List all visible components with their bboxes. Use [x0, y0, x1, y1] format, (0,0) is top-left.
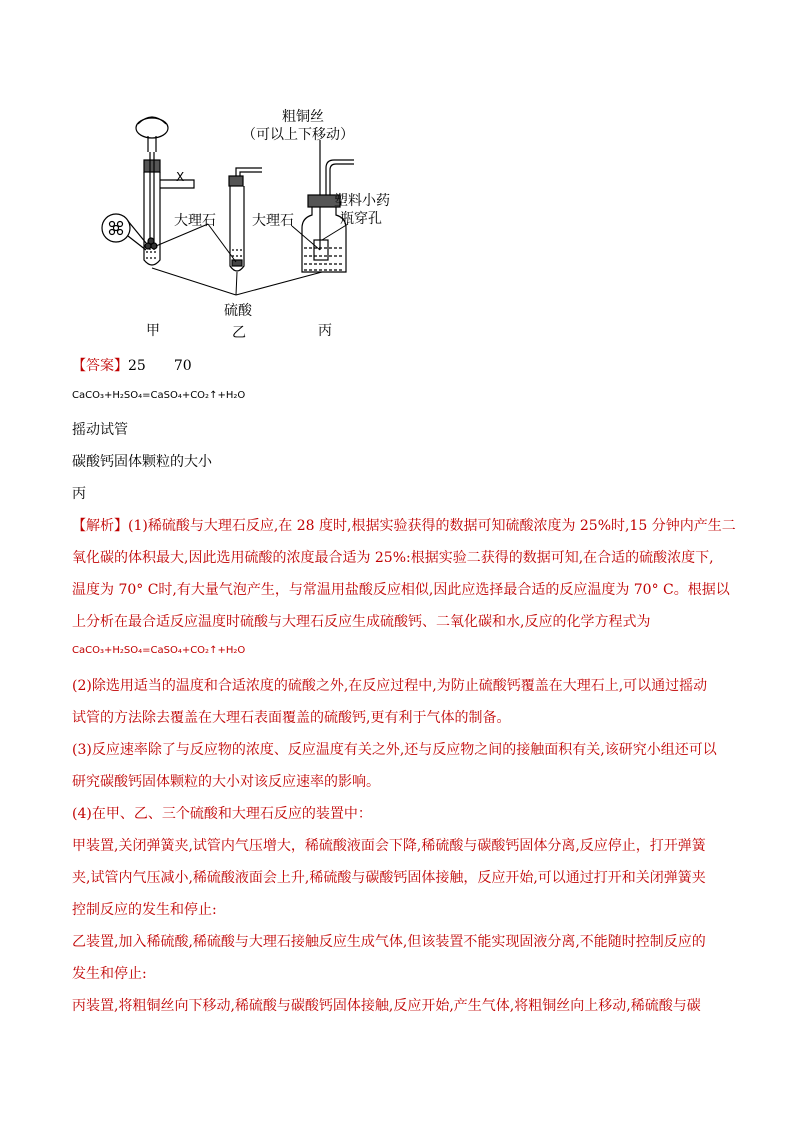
apparatus-figure	[90, 100, 430, 345]
label-yi: 乙	[232, 325, 246, 341]
analysis-p4-line-6: 发生和停止:	[72, 966, 147, 982]
label-plastic-bottle-2: 瓶穿孔	[340, 211, 382, 227]
analysis-p1-line-1	[72, 515, 736, 535]
analysis-p1-equation: CaCO₃+H₂SO₄=CaSO₄+CO₂↑+H₂O	[72, 645, 246, 656]
analysis-p1-line-2: 氧化碳的体积最大,因此选用硫酸的浓度最合适为 25%:根据实验二获得的数据可知,在合适的硫酸浓度下,	[72, 550, 714, 566]
analysis-p3-line-1: (3)反应速率除了与反应物的浓度、反应温度有关之外,还与反应物之间的接触面积有关,该研究小组还可以	[72, 742, 717, 758]
label-plastic-bottle-1: 塑料小药	[334, 193, 390, 209]
analysis-tag: 【解析】	[72, 518, 128, 534]
analysis-p2-line-1: (2)除选用适当的温度和合适浓度的硫酸之外,在反应过程中,为防止硫酸钙覆盖在大理石上,可以通过摇动	[72, 678, 708, 694]
answer-line-5: 丙	[72, 486, 86, 502]
answer-value-1: 25	[128, 358, 146, 374]
label-copper-wire-note: （可以上下移动）	[242, 127, 354, 143]
analysis-p4-line-2: 甲装置,关闭弹簧夹,试管内气压增大，稀硫酸液面会下降,稀硫酸与碳酸钙固体分离,反应停止，打开弹簧	[72, 838, 706, 854]
analysis-p1-text-1: (1)稀硫酸与大理石反应,在 28 度时,根据实验获得的数据可知硫酸浓度为 25%时,15 分钟内产生二	[128, 518, 736, 534]
answer-line-3: 摇动试管	[72, 422, 128, 438]
label-copper-wire: 粗铜丝	[282, 109, 324, 125]
answer-equation: CaCO₃+H₂SO₄=CaSO₄+CO₂↑+H₂O	[72, 390, 246, 401]
label-marble-bing: 大理石	[252, 213, 294, 229]
label-marble-jia-yi: 大理石	[174, 213, 216, 229]
analysis-p1-line-3: 温度为 70° C时,有大量气泡产生，与常温用盐酸反应相似,因此应选择最合适的反应温度为 70° C。根据以	[72, 582, 730, 598]
analysis-p4-line-1: (4)在甲、乙、三个硫酸和大理石反应的装置中：	[72, 806, 372, 822]
analysis-p2-line-2: 试管的方法除去覆盖在大理石表面覆盖的硫酸钙,更有利于气体的制备。	[72, 710, 511, 726]
analysis-p3-line-2: 研究碳酸钙固体颗粒的大小对该反应速率的影响。	[72, 774, 380, 790]
analysis-p1-line-4: 上分析在最合适反应温度时硫酸与大理石反应生成硫酸钙、二氧化碳和水,反应的化学方程式为	[72, 614, 651, 630]
analysis-p4-line-5: 乙装置,加入稀硫酸,稀硫酸与大理石接触反应生成气体,但该装置不能实现固液分离,不能随时控制反应的	[72, 934, 706, 950]
label-acid: 硫酸	[224, 303, 252, 319]
analysis-p4-line-3: 夹,试管内气压减小,稀硫酸液面会上升,稀硫酸与碳酸钙固体接触，反应开始,可以通过打开和关闭弹簧夹	[72, 870, 706, 886]
answer-value-2: 70	[173, 358, 192, 374]
answer-line-4: 碳酸钙固体颗粒的大小	[72, 454, 212, 470]
label-clip: X	[176, 170, 185, 184]
apparatus-jia	[102, 117, 194, 265]
label-jia: 甲	[146, 323, 160, 339]
label-bing: 丙	[318, 323, 332, 339]
answer-line-1	[72, 355, 192, 375]
answer-tag: 【答案】	[72, 358, 128, 374]
analysis-p4-line-7: 丙装置,将粗铜丝向下移动,稀硫酸与碳酸钙固体接触,反应开始,产生气体,将粗铜丝向上移动,稀硫酸与碳	[72, 998, 701, 1014]
analysis-p4-line-4: 控制反应的发生和停止:	[72, 902, 217, 918]
